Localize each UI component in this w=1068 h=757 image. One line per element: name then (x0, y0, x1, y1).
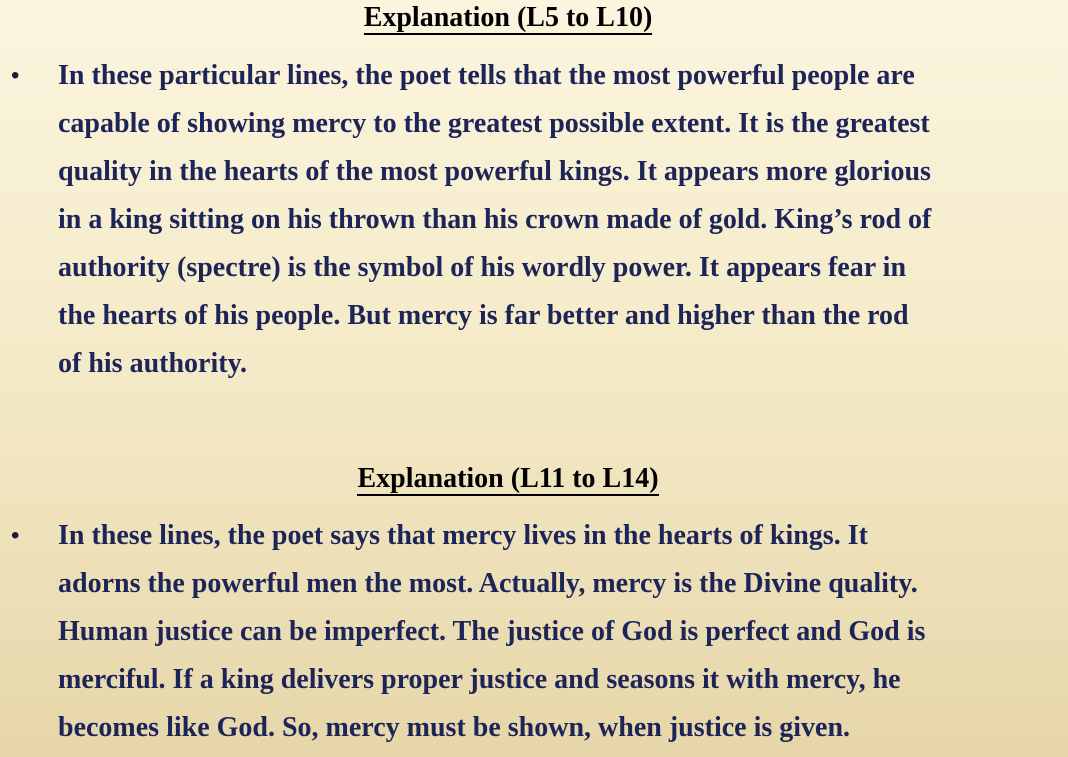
paragraph-line: merciful. If a king delivers proper justice and seasons it with mercy, he (58, 664, 901, 695)
bullet-dot-icon: • (11, 522, 20, 549)
bullet-dot-icon: • (11, 62, 20, 89)
section-heading-2-text: Explanation (L11 to L14) (357, 463, 659, 494)
paragraph-line: adorns the powerful men the most. Actually, mercy is the Divine quality. (58, 568, 918, 599)
paragraph-line: in a king sitting on his thrown than his crown made of gold. King’s rod of (58, 204, 932, 235)
paragraph-line: authority (spectre) is the symbol of his wordly power. It appears fear in (58, 252, 907, 283)
paragraph-line: In these lines, the poet says that mercy lives in the hearts of kings. It (58, 520, 868, 551)
paragraph-line: the hearts of his people. But mercy is far better and higher than the rod (58, 300, 909, 331)
paragraph-1-text (58, 52, 1068, 388)
paragraph-line: of his authority. (58, 348, 248, 379)
paragraph-2-text (58, 512, 1068, 752)
paragraph-line: becomes like God. So, mercy must be shown, when justice is given. (58, 712, 851, 743)
paragraph-line: In these particular lines, the poet tells that the most powerful people are (58, 60, 915, 91)
paragraph-line: Human justice can be imperfect. The justice of God is perfect and God is (58, 616, 926, 647)
section-heading-1 (0, 0, 1016, 36)
paragraph-line: capable of showing mercy to the greatest possible extent. It is the greatest (58, 108, 930, 139)
section-heading-2 (0, 461, 1016, 497)
section-heading-1-text: Explanation (L5 to L10) (363, 2, 653, 33)
paragraph-line: quality in the hearts of the most powerful kings. It appears more glorious (58, 156, 931, 187)
